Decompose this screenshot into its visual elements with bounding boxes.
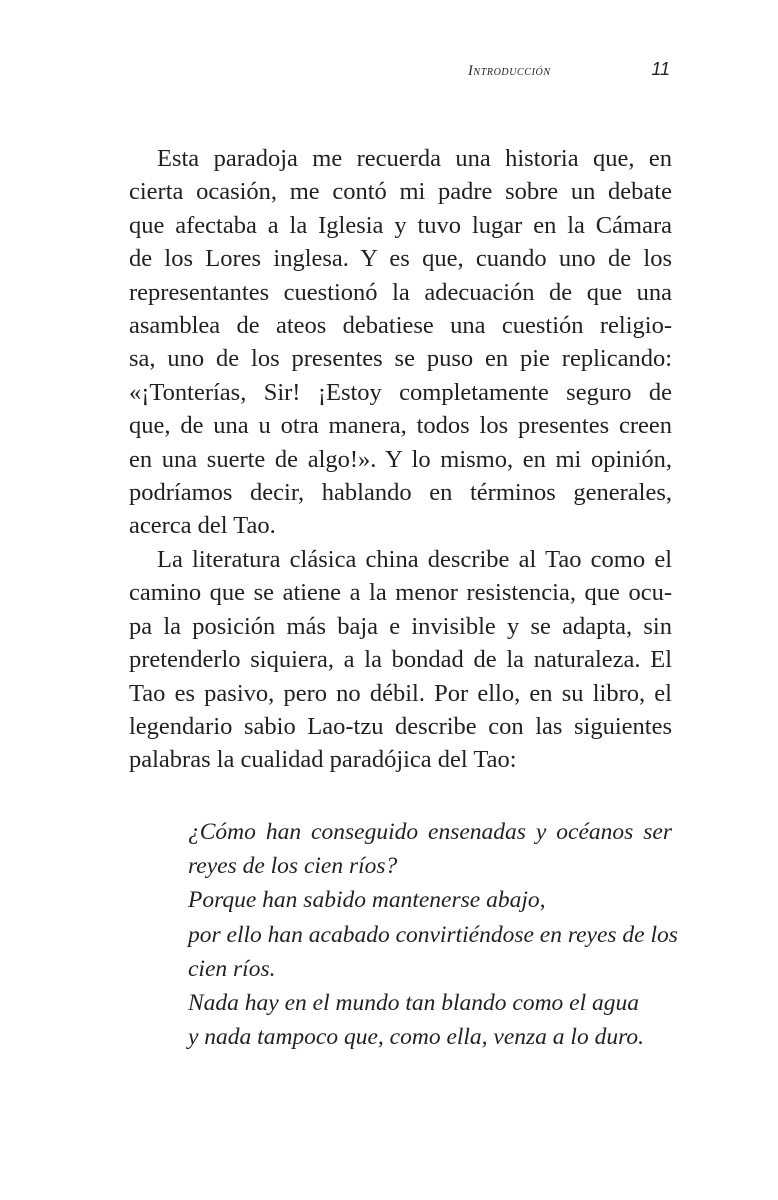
text-line: pa la posición más baja e invisible y se adapta, sin [129, 612, 672, 640]
text-line: de los Lores inglesa. Y es que, cuando uno de los [129, 245, 672, 273]
text-line: palabras la cualidad paradójica del Tao: [129, 746, 517, 774]
text-line: podríamos decir, hablando en términos generales, [129, 479, 672, 507]
text-line: que afectaba a la Iglesia y tuvo lugar en la Cámara [129, 211, 672, 239]
quote-line: y nada tampoco que, como ella, venza a lo duro. [188, 1024, 644, 1051]
text-line: sa, uno de los presentes se puso en pie replicando: [129, 345, 672, 373]
quote-line: reyes de los cien ríos? [188, 853, 398, 880]
text-line: La literatura clásica china describe al Tao como el [157, 545, 672, 573]
block-quote [188, 815, 678, 1054]
paragraph-1 [129, 142, 672, 543]
text-line: «¡Tonterías, Sir! ¡Estoy completamente seguro de [129, 378, 672, 406]
text-line: pretenderlo siquiera, a la bondad de la naturaleza. El [129, 646, 672, 674]
running-head [450, 61, 672, 85]
quote-line: cien ríos. [188, 955, 276, 982]
text-line: Tao es pasivo, pero no débil. Por ello, en su libro, el [129, 679, 672, 707]
text-line: cierta ocasión, me contó mi padre sobre un debate [129, 178, 672, 206]
section-title: Introducción [468, 63, 551, 79]
text-line: acerca del Tao. [129, 512, 276, 540]
text-line: camino que se atiene a la menor resistencia, que ocu- [129, 579, 672, 607]
text-line: legendario sabio Lao-tzu describe con las siguientes [129, 712, 672, 740]
quote-line: ¿Cómo han conseguido ensenadas y océanos ser [188, 819, 672, 845]
quote-line: Nada hay en el mundo tan blando como el agua [188, 990, 640, 1017]
paragraph-2 [129, 543, 672, 777]
quote-line: por ello han acabado convirtiéndose en reyes de los [188, 921, 678, 948]
text-line: que, de una u otra manera, todos los presentes creen [129, 412, 672, 440]
quote-line: Porque han sabido mantenerse abajo, [188, 887, 546, 914]
text-line: Esta paradoja me recuerda una historia que, en [157, 145, 672, 172]
page-number: 11 [651, 59, 670, 79]
body-text [129, 142, 672, 777]
text-line: asamblea de ateos debatiese una cuestión religio- [129, 312, 672, 340]
text-line: en una suerte de algo!». Y lo mismo, en mi opinión, [129, 445, 672, 473]
text-line: representantes cuestionó la adecuación de que una [129, 278, 672, 306]
